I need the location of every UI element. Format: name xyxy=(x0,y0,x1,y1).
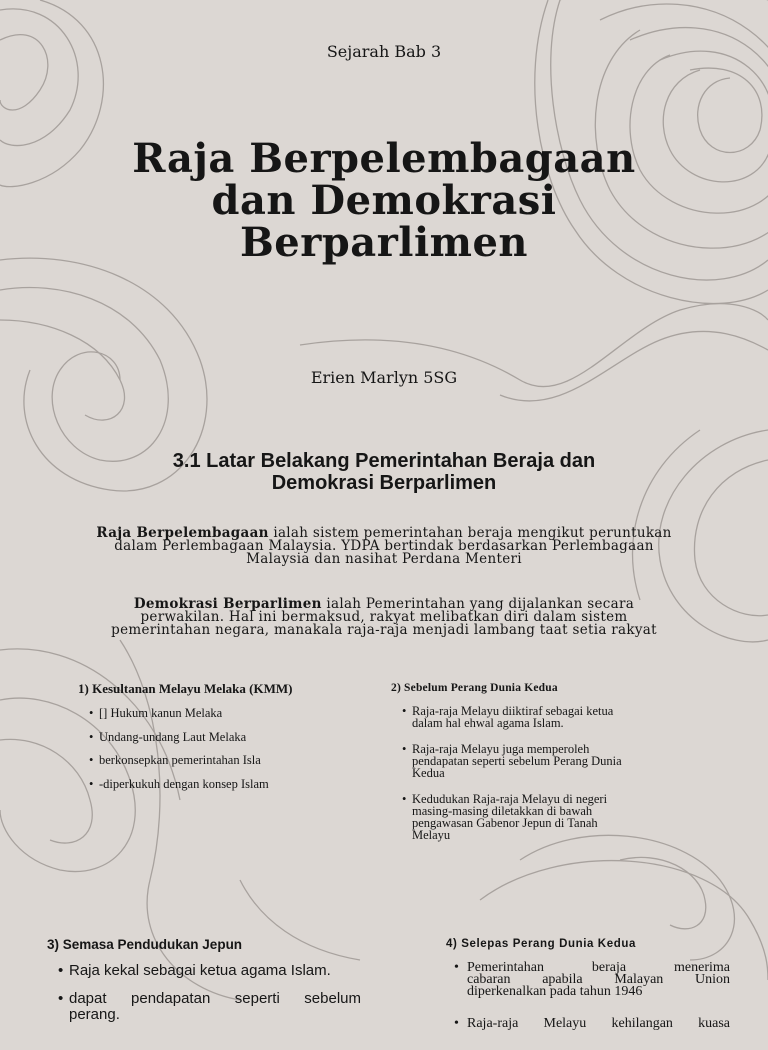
author-name: Erien Marlyn 5SG xyxy=(310,368,458,387)
list-item-line: • dapat pendapatan seperti sebelum xyxy=(69,990,361,1007)
list-item-line: Kedua xyxy=(412,766,445,780)
list-item xyxy=(69,991,361,1023)
list-item-line: • Pemerintahan beraja menerima xyxy=(467,960,730,975)
list-item-line: • Raja-raja Melayu kehilangan kuasa xyxy=(467,1016,730,1031)
title-line-2: dan Demokrasi xyxy=(211,177,557,224)
col1-heading: 1) Kesultanan Melayu Melaka (KMM) xyxy=(78,681,293,696)
section-heading-line-1: 3.1 Latar Belakang Pemerintahan Beraja dan xyxy=(172,450,596,472)
definition-text: pemerintahan negara, manakala raja-raja menjadi lambang taat setia rakyat xyxy=(111,622,657,638)
definition-text: ialah sistem pemerintahan beraja mengikut peruntukan xyxy=(268,525,672,541)
list-item-line: • Kedudukan Raja-raja Melayu di negeri xyxy=(412,792,608,806)
definition-demokrasi-berparlimen xyxy=(70,598,698,637)
list-item-line: diperkenalkan pada tahun 1946 xyxy=(467,984,643,999)
list-item-line: • Raja kekal sebagai ketua agama Islam. xyxy=(69,962,331,979)
definition-term: Demokrasi Berparlimen xyxy=(133,596,322,612)
list-item xyxy=(412,705,684,729)
list-item-line: Melayu xyxy=(412,828,451,842)
list-item: • [] Hukum kanun Melaka xyxy=(99,706,269,730)
col3-list xyxy=(69,963,361,1035)
list-item-line: cabaran apabila Malayan Union xyxy=(467,972,730,987)
definition-text: ialah Pemerintahan yang dijalankan secara xyxy=(321,596,635,612)
col2-list xyxy=(412,705,684,855)
list-item xyxy=(412,793,684,841)
col4-heading: 4) Selepas Perang Dunia Kedua xyxy=(446,938,636,950)
definition-raja-berpelembagaan xyxy=(70,527,698,566)
list-item xyxy=(467,962,730,998)
list-item-line: • Raja-raja Melayu diiktiraf sebagai ketua xyxy=(412,704,614,718)
definition-text: dalam Perlembagaan Malaysia. YDPA bertindak berdasarkan Perlembagaan xyxy=(114,538,654,554)
list-item-line: pengawasan Gabenor Jepun di Tanah xyxy=(412,816,598,830)
document-title xyxy=(0,135,768,266)
title-line-3: Berparlimen xyxy=(239,219,529,266)
list-item: • Undang-undang Laut Melaka xyxy=(99,730,269,754)
definition-term: Raja Berpelembagaan xyxy=(96,525,269,541)
col3-heading: 3) Semasa Pendudukan Jepun xyxy=(47,937,243,952)
col1-list xyxy=(99,706,269,800)
list-item-line: perang. xyxy=(69,1006,120,1023)
document-subtitle: Sejarah Bab 3 xyxy=(326,42,442,61)
list-item xyxy=(412,743,684,779)
list-item: • -diperkukuh dengan konsep Islam xyxy=(99,777,269,801)
list-item-line: pendapatan seperti sebelum Perang Dunia xyxy=(412,754,622,768)
section-heading-line-2: Demokrasi Berparlimen xyxy=(271,472,497,494)
title-line-1: Raja Berpelembagaan xyxy=(132,135,636,182)
list-item xyxy=(69,963,361,979)
list-item: • berkonsepkan pemerintahan Isla xyxy=(99,753,269,777)
list-item-line: • Raja-raja Melayu juga memperoleh xyxy=(412,742,590,756)
section-heading xyxy=(84,450,684,494)
definition-text: perwakilan. Hal ini bermaksud, rakyat melibatkan diri dalam sistem xyxy=(140,609,628,625)
col4-list xyxy=(467,962,730,1050)
col2-heading: 2) Sebelum Perang Dunia Kedua xyxy=(391,682,558,694)
list-item-line: dalam hal ehwal agama Islam. xyxy=(412,716,564,730)
list-item-line: masing-masing diletakkan di bawah xyxy=(412,804,593,818)
list-item xyxy=(467,1018,730,1030)
definition-text: Malaysia dan nasihat Perdana Menteri xyxy=(246,551,522,567)
